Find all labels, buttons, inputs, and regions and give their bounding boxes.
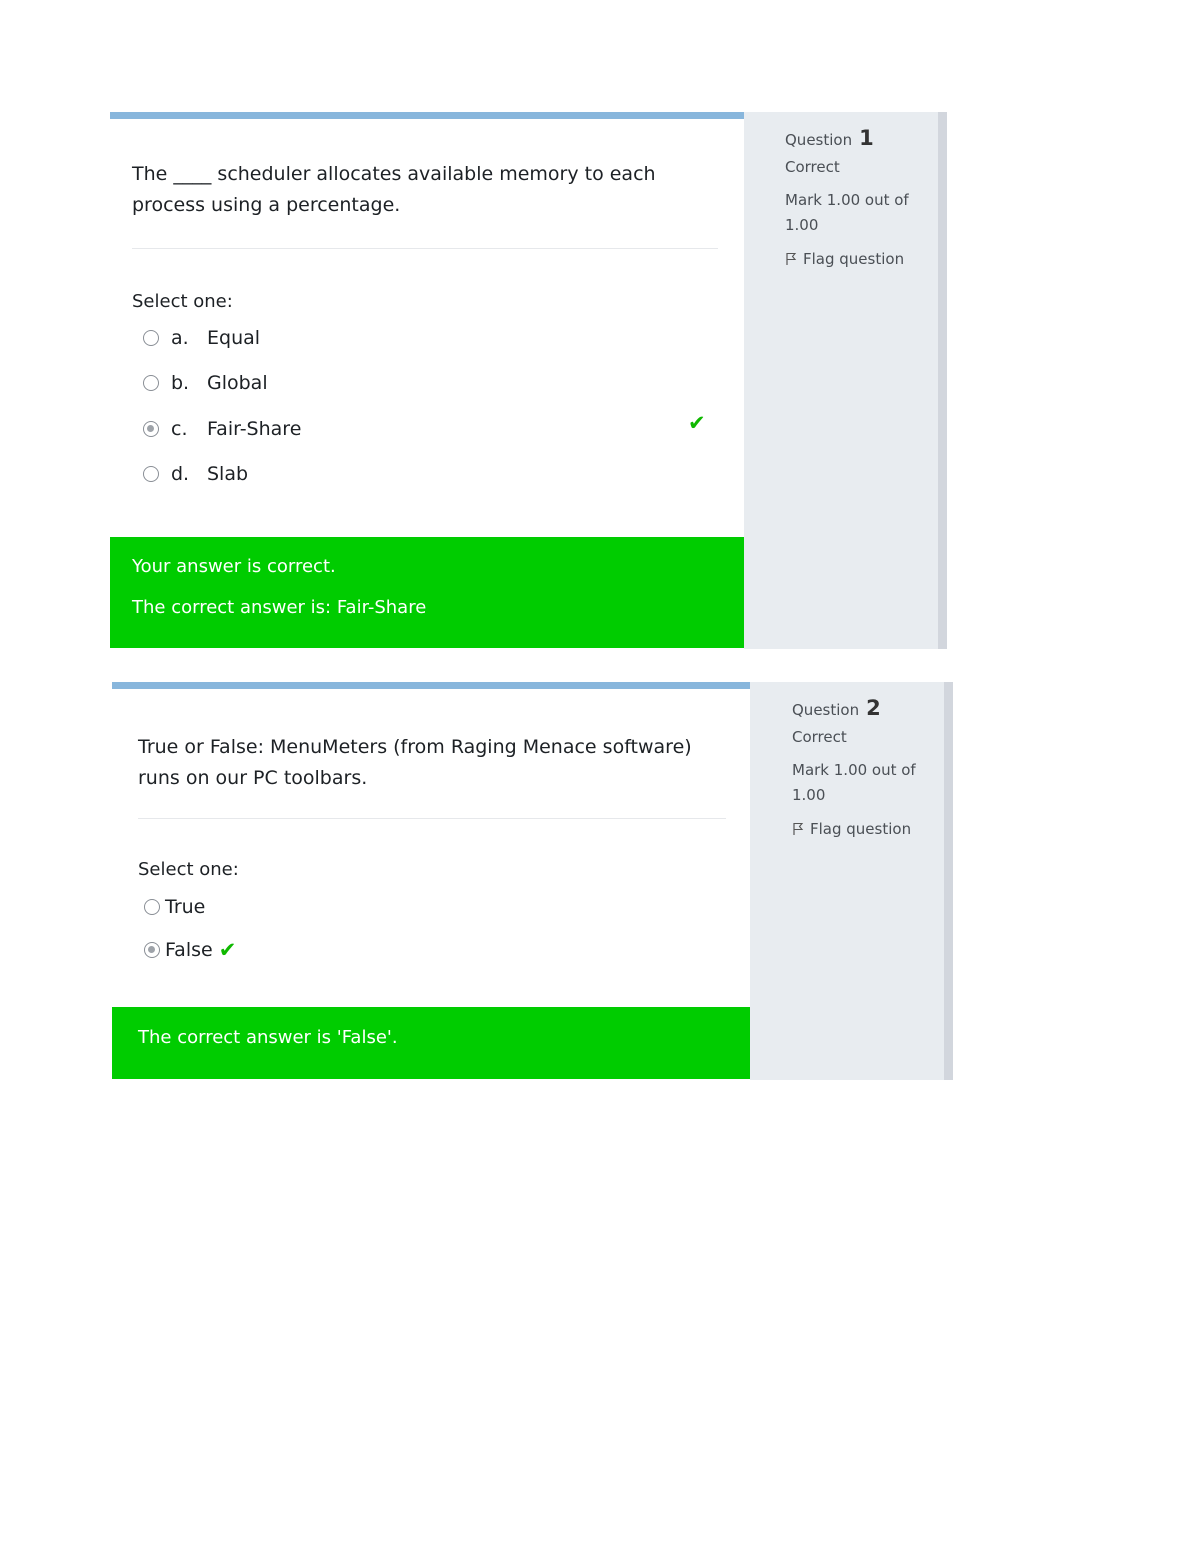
- question-info-panel: [744, 112, 947, 649]
- flag-question-button[interactable]: [785, 250, 938, 268]
- option-label: Fair-Share: [207, 418, 302, 440]
- question-text: The ____ scheduler allocates available memory to each process using a percentage.: [132, 163, 656, 216]
- option-letter: d.: [171, 463, 190, 485]
- question-text: True or False: MenuMeters (from Raging Menace software) runs on our PC toolbars.: [138, 736, 692, 789]
- question-grade: Mark 1.00 out of 1.00: [785, 191, 909, 234]
- flag-icon: [792, 822, 804, 836]
- select-one-prompt: Select one:: [138, 859, 239, 880]
- question-card-1: [110, 112, 947, 649]
- question-grade: Mark 1.00 out of 1.00: [792, 761, 916, 804]
- option-letter: a.: [171, 327, 189, 349]
- answer-option-b[interactable]: [143, 372, 268, 394]
- option-label: True: [165, 896, 206, 918]
- option-label: Global: [207, 372, 268, 394]
- flag-icon: [785, 252, 797, 266]
- feedback-general: Your answer is correct.: [132, 556, 336, 577]
- feedback-right-answer: The correct answer is 'False'.: [138, 1027, 398, 1048]
- radio-button[interactable]: [143, 466, 159, 482]
- question-info-panel: [750, 682, 953, 1080]
- radio-button-selected[interactable]: [144, 942, 160, 958]
- divider: [138, 818, 726, 819]
- question-label: Question: [792, 701, 860, 719]
- checkmark-icon: ✔: [688, 411, 706, 435]
- question-card-2: [112, 682, 953, 1080]
- question-number-row: [785, 126, 938, 150]
- question-state: Correct: [792, 728, 847, 746]
- checkmark-icon: ✔: [218, 937, 237, 962]
- select-one-prompt: Select one:: [132, 291, 233, 312]
- answer-option-false[interactable]: [144, 939, 236, 961]
- divider: [132, 248, 718, 249]
- question-state: Correct: [785, 158, 840, 176]
- question-label: Question: [785, 131, 853, 149]
- answer-option-true[interactable]: [144, 896, 205, 918]
- radio-button[interactable]: [144, 899, 160, 915]
- answer-option-c[interactable]: [143, 418, 301, 440]
- question-content: [110, 112, 744, 648]
- option-label: Equal: [207, 327, 261, 349]
- feedback-box: [112, 1007, 750, 1079]
- question-number: 2: [866, 696, 881, 720]
- answer-option-a[interactable]: [143, 327, 260, 349]
- option-label: False: [165, 939, 213, 961]
- option-letter: c.: [171, 418, 188, 440]
- question-content: [112, 682, 750, 1079]
- option-label: Slab: [207, 463, 249, 485]
- flag-question-label: Flag question: [803, 250, 905, 268]
- radio-button[interactable]: [143, 375, 159, 391]
- question-number-row: [792, 696, 944, 720]
- flag-question-button[interactable]: [792, 820, 944, 838]
- radio-button[interactable]: [143, 330, 159, 346]
- flag-question-label: Flag question: [810, 820, 912, 838]
- feedback-box: [110, 537, 744, 648]
- option-letter: b.: [171, 372, 190, 394]
- radio-button-selected[interactable]: [143, 421, 159, 437]
- question-number: 1: [859, 126, 874, 150]
- answer-option-d[interactable]: [143, 463, 248, 485]
- feedback-right-answer: The correct answer is: Fair-Share: [132, 597, 427, 618]
